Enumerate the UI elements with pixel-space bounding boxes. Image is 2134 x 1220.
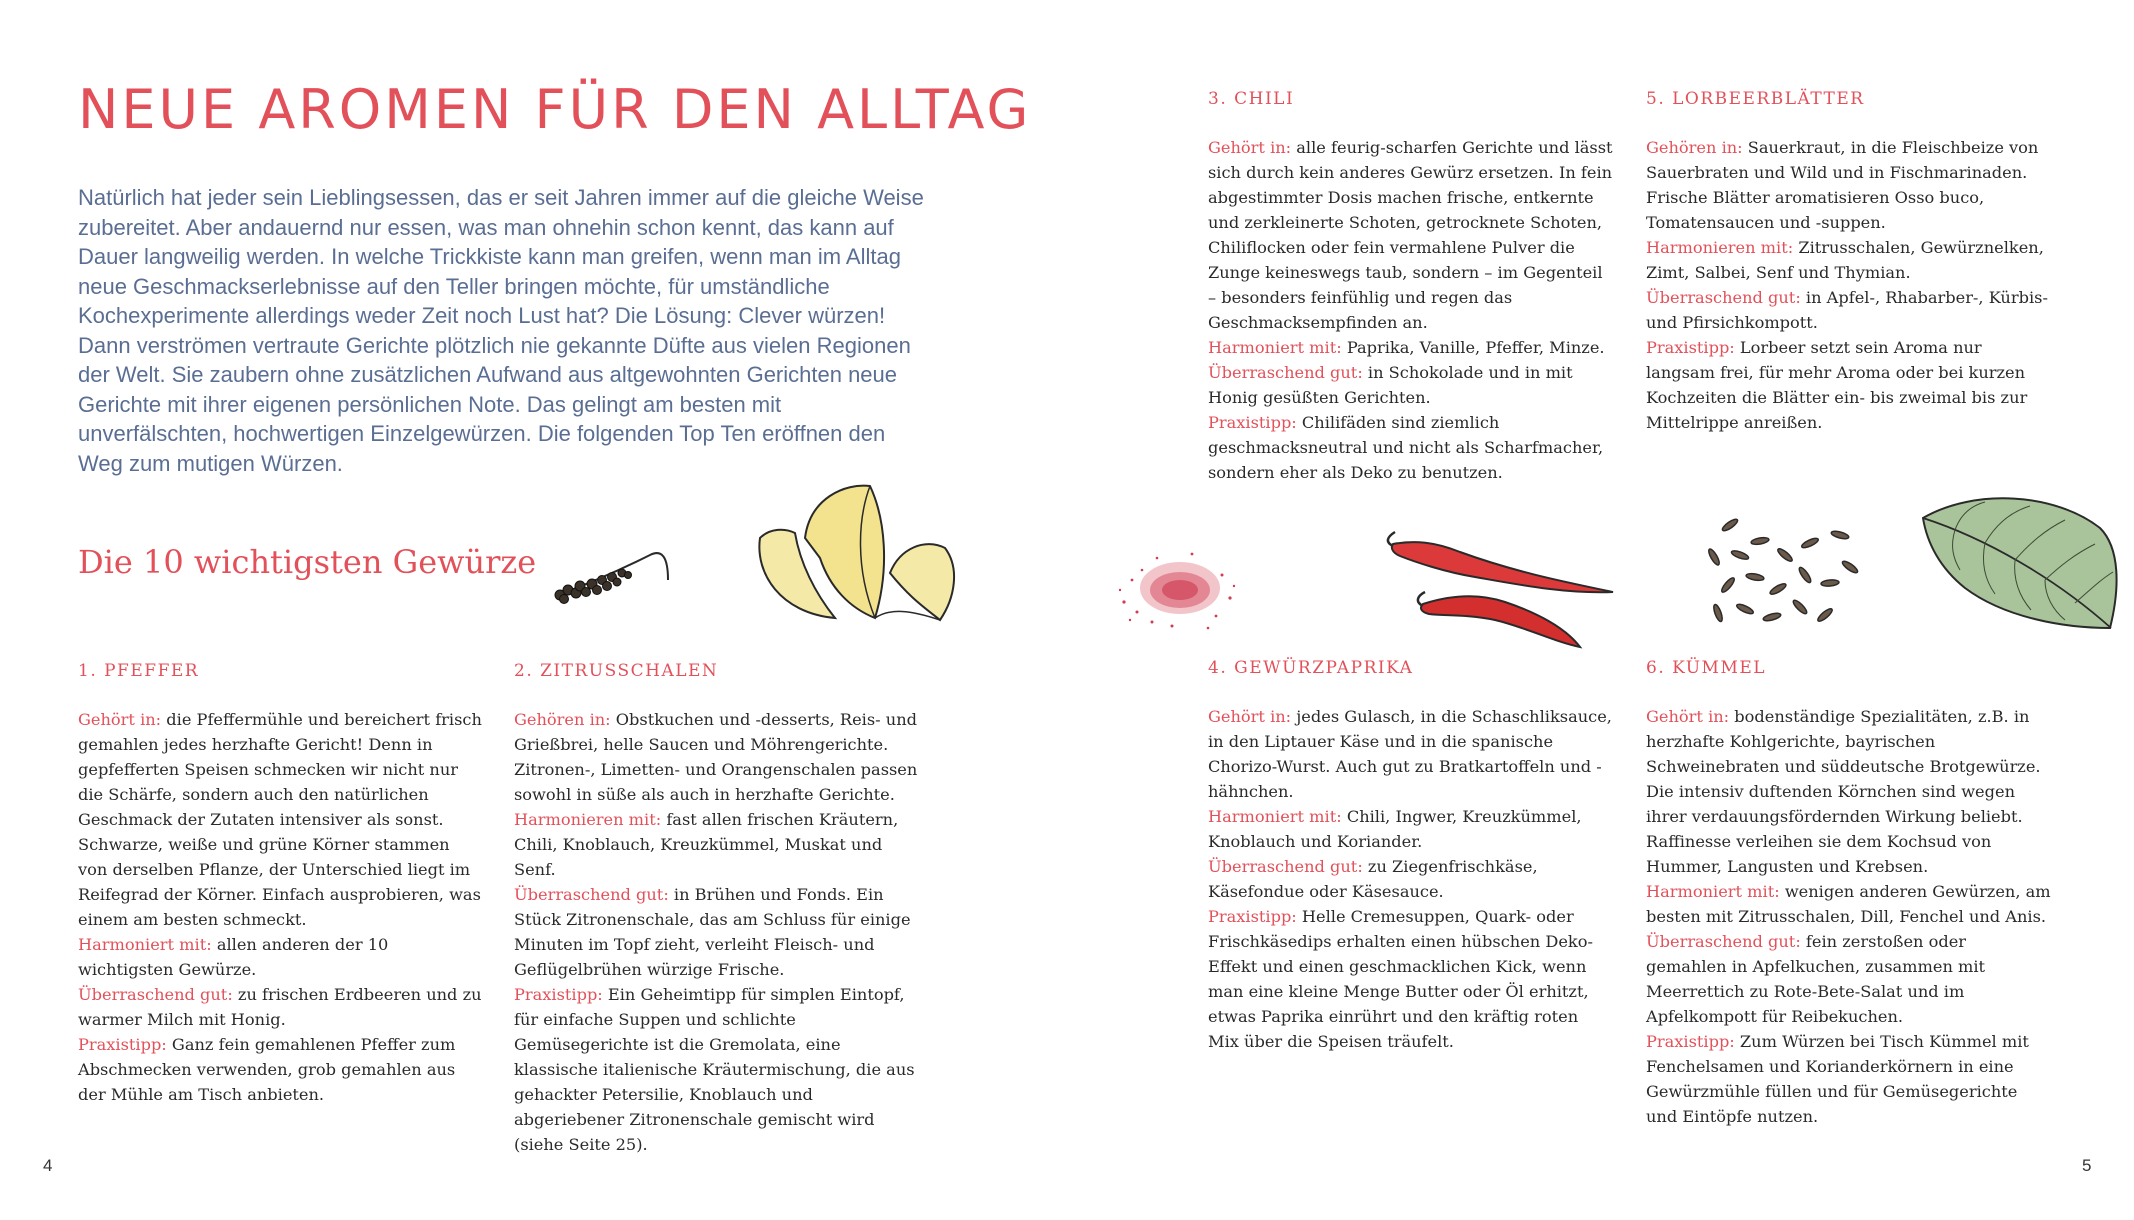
spice-text: Gehört in: jedes Gulasch, in die Schaschliksauce, in den Liptauer Käse und in die spanische Chorizo-Wurst. Auch gut zu Bratkartoffeln und -hähnchen. Harmoniert mit: Chili, Ingwer, Kreuzkümmel, Knoblauch und Koriander. Überraschend gut: zu Ziegenfrischkäse, Käsefondue oder Käsesauce. Praxistipp: Helle Cremesuppen, Quark- oder Frischkäsedips erhalten einen hübschen Deko-Effekt und einen geschmacklichen Kick, wenn man eine kleine Menge Butter oder Öl erhitzt, etwas Paprika einrührt und den kräftig roten Mix über die Speisen träufelt.	[1208, 707, 1612, 1051]
spice-title: 2. ZITRUSSCHALEN	[514, 661, 719, 681]
spice-entry-chili	[1208, 89, 1613, 485]
spice-text: Gehören in: Obstkuchen und -desserts, Reis- und Grießbrei, helle Saucen und Möhrengerichte. Zitronen-, Limetten- und Orangenschalen passen sowohl in süße als auch in herzhafte Gerichte. Harmonieren mit: fast allen frischen Kräutern, Chili, Knoblauch, Kreuzkümmel, Muskat und Senf. Überraschend gut: in Brühen und Fonds. Ein Stück Zitronenschale, das am Schluss für einige Minuten im Topf zieht, verleiht Fleisch- und Geflügelbrühen würzige Frische. Praxistipp: Ein Geheimtipp für simplen Eintopf, für einfache Suppen und schlichte Gemüsegerichte ist die Gremolata, eine klassische italienische Kräutermischung, die aus gehackter Petersilie, Knoblauch und abgeriebener Zitronenschale gemischt wird (siehe Seite 25).	[514, 710, 918, 1154]
label-harmonieren-mit: Harmonieren mit:	[1646, 238, 1794, 257]
spice-entry-pfeffer	[78, 661, 483, 1107]
label-ueberraschend-gut: Überraschend gut:	[1646, 288, 1801, 307]
spice-title: 1. PFEFFER	[78, 661, 200, 681]
label-praxistipp: Praxistipp:	[514, 985, 603, 1004]
label-gehoert-in: Gehört in:	[1646, 707, 1730, 726]
spice-text: Gehört in: die Pfeffermühle und bereichert frisch gemahlen jedes herzhafte Gericht! Denn in gepfefferten Speisen schmecken wir nicht nur die Schärfe, sondern auch den natürlichen Geschmack der Zutaten intensiver als sonst. Schwarze, weiße und grüne Körner stammen von derselben Pflanze, der Unterschied liegt im Reifegrad der Körner. Einfach ausprobieren, was einem am besten schmeckt. Harmoniert mit: allen anderen der 10 wichtigsten Gewürze. Überraschend gut: zu frischen Erdbeeren und zu warmer Milch mit Honig. Praxistipp: Ganz fein gemahlenen Pfeffer zum Abschmecken verwenden, grob gemahlen aus der Mühle am Tisch anbieten.	[78, 710, 482, 1104]
caraway-seeds-illustration	[1700, 505, 1865, 635]
chili-peppers-illustration	[1365, 522, 1625, 652]
intro-paragraph: Natürlich hat jeder sein Lieblingsessen, das er seit Jahren immer auf die gleiche Weise zubereitet. Aber andauernd nur essen, was man ohnehin schon kennt, das kann auf Dauer langweilig werden. In welche Trickkiste kann man greifen, wenn man im Alltag neue Geschmackserlebnisse auf den Teller bringen möchte, für umständliche Kochexperimente allerdings weder Zeit noch Lust hat? Die Lösung: Clever würzen! Dann verströmen vertraute Gerichte plötzlich nie gekannte Düfte aus vielen Regionen der Welt. Sie zaubern ohne zusätzlichen Aufwand aus altgewohnten Gerichten neue Gerichte mit ihrer eigenen persönlichen Note. Das gelingt am besten mit unverfälschten, hochwertigen Einzelgewürzen. Die folgenden Top Ten eröffnen den Weg zum mutigen Würzen.	[78, 185, 924, 476]
page-number-right: 5	[2082, 1156, 2092, 1175]
label-ueberraschend-gut: Überraschend gut:	[1646, 932, 1801, 951]
label-gehoeren-in: Gehören in:	[1646, 138, 1743, 157]
page-number-left: 4	[43, 1156, 53, 1175]
spice-title: 6. KÜMMEL	[1646, 658, 1767, 678]
label-praxistipp: Praxistipp:	[1208, 413, 1297, 432]
label-harmoniert-mit: Harmoniert mit:	[1208, 338, 1342, 357]
label-ueberraschend-gut: Überraschend gut:	[1208, 363, 1363, 382]
label-praxistipp: Praxistipp:	[1208, 907, 1297, 926]
label-gehoert-in: Gehört in:	[1208, 138, 1292, 157]
label-praxistipp: Praxistipp:	[78, 1035, 167, 1054]
label-gehoert-in: Gehört in:	[78, 710, 162, 729]
page-title: NEUE AROMEN FÜR DEN ALLTAG	[78, 78, 1032, 141]
spice-text: Gehört in: alle feurig-scharfen Gerichte und lässt sich durch kein anderes Gewürz ersetzen. In fein abgestimmter Dosis machen frische, entkernte und zerkleinerte Schoten, getrocknete Schoten, Chiliflocken oder fein vermahlene Pulver die Zunge keineswegs taub, sondern – im Gegenteil – besonders feinfühlig und regen das Geschmacksempfinden an. Harmoniert mit: Paprika, Vanille, Pfeffer, Minze. Überraschend gut: in Schokolade und in mit Honig gesüßten Gerichten. Praxistipp: Chilifäden sind ziemlich geschmacksneutral und nicht als Scharfmacher, sondern eher als Deko zu benutzen.	[1208, 138, 1613, 482]
spice-text: Gehören in: Sauerkraut, in die Fleischbeize von Sauerbraten und Wild und in Fischmarinaden. Frische Blätter aromatisieren Osso buco, Tomatensaucen und -suppen. Harmonieren mit: Zitrusschalen, Gewürznelken, Zimt, Salbei, Senf und Thymian. Überraschend gut: in Apfel-, Rhabarber-, Kürbis- und Pfirsichkompott. Praxistipp: Lorbeer setzt sein Aroma nur langsam frei, für mehr Aroma oder bei kurzen Kochzeiten die Blätter ein- bis zweimal bis zur Mittelrippe anreißen.	[1646, 138, 2048, 432]
spice-entry-lorbeerblaetter	[1646, 89, 2051, 435]
spice-entry-kuemmel	[1646, 658, 2051, 1129]
label-gehoert-in: Gehört in:	[1208, 707, 1292, 726]
section-subtitle: Die 10 wichtigsten Gewürze	[78, 543, 537, 581]
paprika-powder-illustration	[1112, 540, 1242, 640]
peppercorn-branch-illustration	[550, 535, 680, 605]
label-ueberraschend-gut: Überraschend gut:	[514, 885, 669, 904]
spice-title: 3. CHILI	[1208, 89, 1295, 109]
label-harmoniert-mit: Harmoniert mit:	[1208, 807, 1342, 826]
label-harmoniert-mit: Harmoniert mit:	[1646, 882, 1780, 901]
label-ueberraschend-gut: Überraschend gut:	[1208, 857, 1363, 876]
spice-entry-zitrusschalen	[514, 661, 919, 1157]
label-praxistipp: Praxistipp:	[1646, 338, 1735, 357]
spice-text: Gehört in: bodenständige Spezialitäten, z.B. in herzhafte Kohlgerichte, bayrischen Schweinebraten und süddeutsche Brotgewürze. Die intensiv duftenden Körnchen sind wegen ihrer verdauungsfördernden Wirkung beliebt. Raffinesse verleihen sie dem Kochsud von Hummer, Langusten und Krebsen. Harmoniert mit: wenigen anderen Gewürzen, am besten mit Zitrusschalen, Dill, Fenchel und Anis. Überraschend gut: fein zerstoßen oder gemahlen in Apfelkuchen, zusammen mit Meerrettich zu Rote-Bete-Salat und im Apfelkompott für Reibekuchen. Praxistipp: Zum Würzen bei Tisch Kümmel mit Fenchelsamen und Korianderkörnern in eine Gewürzmühle füllen und für Gemüsegerichte und Eintöpfe nutzen.	[1646, 707, 2051, 1126]
label-praxistipp: Praxistipp:	[1646, 1032, 1735, 1051]
label-harmoniert-mit: Harmoniert mit:	[78, 935, 212, 954]
bay-leaf-illustration	[1915, 488, 2125, 638]
spice-title: 4. GEWÜRZPAPRIKA	[1208, 658, 1414, 678]
spice-title: 5. LORBEERBLÄTTER	[1646, 89, 1865, 109]
spice-entry-gewuerzpaprika	[1208, 658, 1613, 1054]
label-ueberraschend-gut: Überraschend gut:	[78, 985, 233, 1004]
label-gehoeren-in: Gehören in:	[514, 710, 611, 729]
citrus-peel-illustration	[750, 478, 980, 628]
label-harmonieren-mit: Harmonieren mit:	[514, 810, 662, 829]
